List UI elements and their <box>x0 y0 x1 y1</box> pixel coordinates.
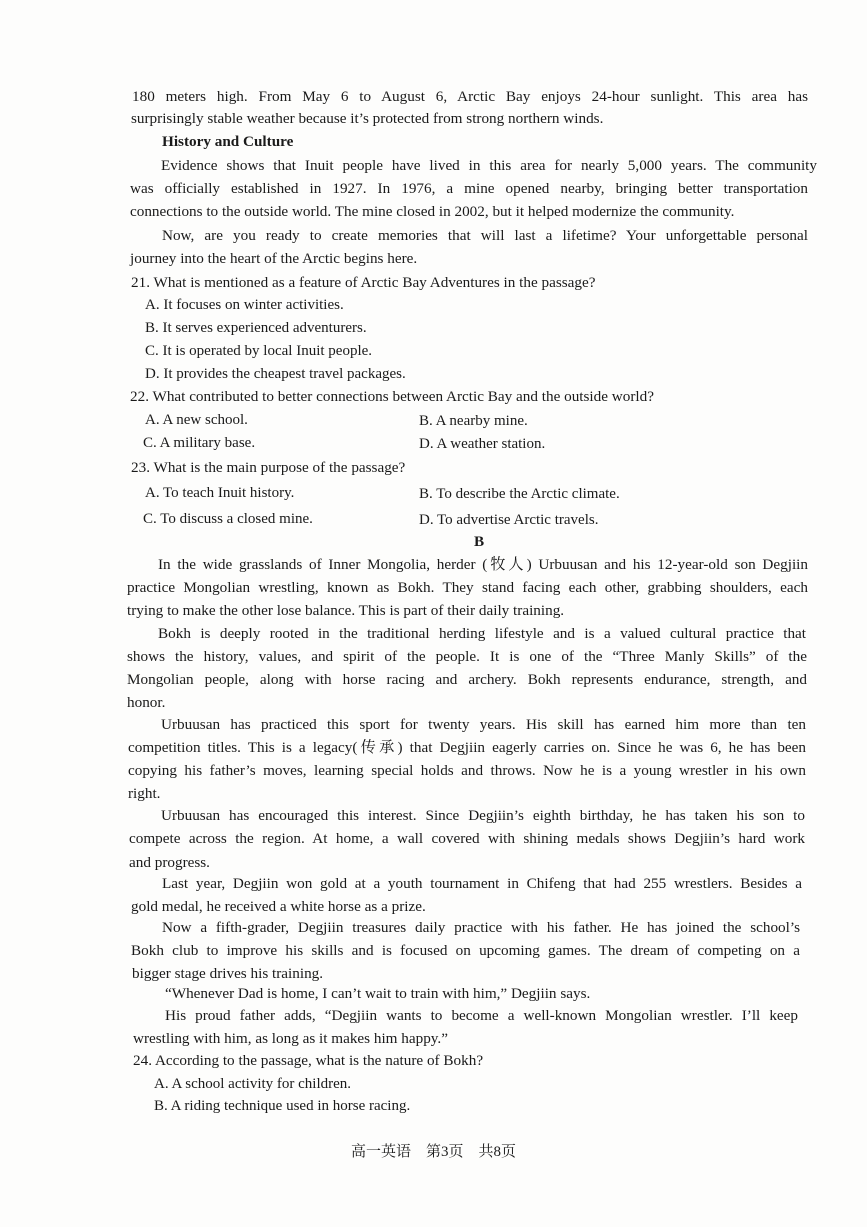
question-option: D. A weather station. <box>419 436 546 452</box>
question-stem: 22. What contributed to better connections between Arctic Bay and the outside world? <box>130 388 654 405</box>
question-option: B. To describe the Arctic climate. <box>419 486 620 502</box>
question-option: D. It provides the cheapest travel packages. <box>145 366 406 382</box>
section-label-b: B <box>474 533 485 550</box>
passage-line: Urbuusan has encouraged this interest. Since Degjiin’s eighth birthday, he has taken his son to <box>161 807 805 824</box>
passage-line: and progress. <box>129 854 210 871</box>
question-option: A. A new school. <box>145 412 248 428</box>
passage-line: bigger stage drives his training. <box>132 965 324 982</box>
passage-line: In the wide grasslands of Inner Mongolia, herder (牧人) Urbuusan and his 12-year-old son Degjiin <box>158 556 808 573</box>
passage-line: wrestling with him, as long as it makes him happy.” <box>133 1030 448 1047</box>
passage-line: honor. <box>127 694 166 711</box>
section-heading-history: History and Culture <box>162 133 294 150</box>
question-option: B. A nearby mine. <box>419 413 528 429</box>
page-footer: 高一英语 第3页 共8页 <box>350 1144 516 1160</box>
passage-line: surprisingly stable weather because it’s protected from strong northern winds. <box>131 110 604 127</box>
passage-line: shows the history, values, and spirit of the people. It is one of the “Three Manly Skills” of the <box>127 648 807 665</box>
passage-line: His proud father adds, “Degjiin wants to become a well-known Mongolian wrestler. I’ll keep <box>165 1007 798 1024</box>
question-option: D. To advertise Arctic travels. <box>419 512 599 528</box>
passage-line: connections to the outside world. The mine closed in 2002, but it helped modernize the community. <box>130 203 735 220</box>
question-option: C. To discuss a closed mine. <box>143 511 313 527</box>
passage-line: Urbuusan has practiced this sport for twenty years. His skill has earned him more than ten <box>161 716 806 733</box>
passage-line: gold medal, he received a white horse as a prize. <box>131 898 426 915</box>
question-option: B. A riding technique used in horse racing. <box>154 1098 411 1114</box>
passage-line: “Whenever Dad is home, I can’t wait to train with him,” Degjiin says. <box>165 985 591 1002</box>
passage-line: competition titles. This is a legacy(传承) that Degjiin eagerly carries on. Since he was 6, he has been <box>128 739 806 756</box>
passage-line: compete across the region. At home, a wall covered with shining medals shows Degjiin’s hard work <box>129 830 805 847</box>
question-option: A. It focuses on winter activities. <box>145 297 344 313</box>
passage-line: Mongolian people, along with horse racing and archery. Bokh represents endurance, strength, and <box>127 671 807 688</box>
passage-line: copying his father’s moves, learning special holds and throws. Now he is a young wrestler in his own <box>128 762 806 779</box>
passage-line: Now a fifth-grader, Degjiin treasures daily practice with his father. He has joined the school’s <box>162 919 800 936</box>
passage-line: Last year, Degjiin won gold at a youth tournament in Chifeng that had 255 wrestlers. Besides a <box>162 875 802 892</box>
passage-line: right. <box>128 785 161 802</box>
question-option: C. It is operated by local Inuit people. <box>145 343 373 359</box>
passage-line: Evidence shows that Inuit people have lived in this area for nearly 5,000 years. The community <box>161 157 817 174</box>
passage-line: 180 meters high. From May 6 to August 6, Arctic Bay enjoys 24-hour sunlight. This area has <box>132 88 808 105</box>
passage-line: Bokh club to improve his skills and is focused on upcoming games. The dream of competing on a <box>131 942 800 959</box>
passage-line: trying to make the other lose balance. This is part of their daily training. <box>127 602 565 619</box>
question-option: A. A school activity for children. <box>154 1076 352 1092</box>
passage-line: was officially established in 1927. In 1976, a mine opened nearby, bringing better transportation <box>130 180 808 197</box>
question-option: C. A military base. <box>143 435 256 451</box>
question-stem: 21. What is mentioned as a feature of Arctic Bay Adventures in the passage? <box>131 274 596 291</box>
passage-line: Now, are you ready to create memories that will last a lifetime? Your unforgettable personal <box>162 227 808 244</box>
question-stem: 24. According to the passage, what is the nature of Bokh? <box>133 1052 484 1069</box>
passage-line: practice Mongolian wrestling, known as Bokh. They stand facing each other, grabbing shoulders, each <box>127 579 808 596</box>
passage-line: journey into the heart of the Arctic begins here. <box>130 250 418 267</box>
question-stem: 23. What is the main purpose of the passage? <box>131 459 406 476</box>
question-option: B. It serves experienced adventurers. <box>145 320 367 336</box>
question-option: A. To teach Inuit history. <box>145 485 295 501</box>
passage-line: Bokh is deeply rooted in the traditional herding lifestyle and is a valued cultural practice that <box>158 625 806 642</box>
